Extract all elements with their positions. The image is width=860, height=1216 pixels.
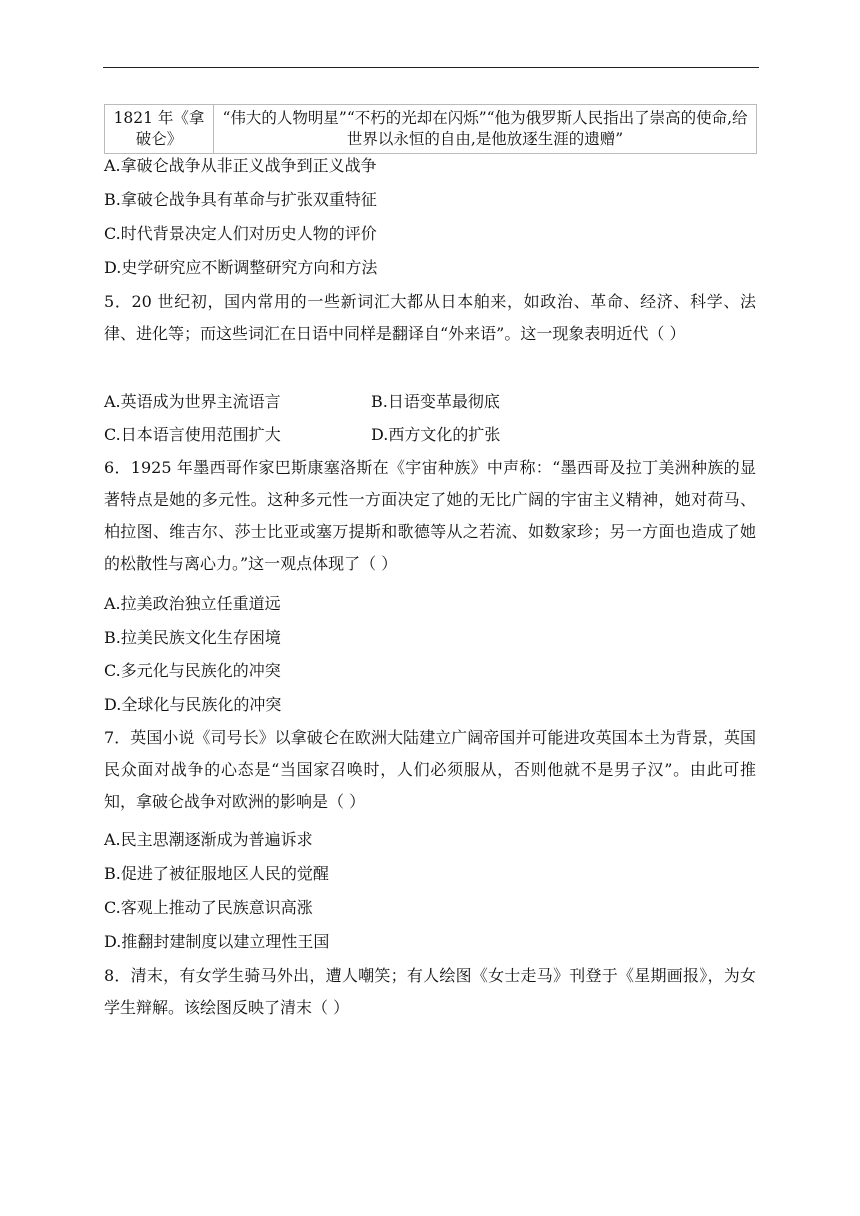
q6-option-a: A.拉美政治独立任重道远: [104, 594, 281, 613]
q7-option-d: D.推翻封建制度以建立理性王国: [104, 932, 330, 951]
q5-stem: [104, 286, 756, 350]
q6-option-b: B.拉美民族文化生存困境: [104, 628, 281, 647]
table-row: [105, 105, 757, 154]
quote-table: [104, 104, 757, 154]
q4-option-a: A.拿破仑战争从非正义战争到正义战争: [104, 156, 377, 175]
q7-stem-text: 7．英国小说《司号长》以拿破仑在欧洲大陆建立广阔帝国并可能进攻英国本土为背景，英国民众面对战争的心态是“当国家召唤时，人们必须服从，否则他就不是男子汉”。由此可推知，拿破仑战争对欧洲的影响是（ ）: [104, 728, 756, 811]
q5-option-c: C.日本语言使用范围扩大: [104, 425, 281, 444]
q5-option-d: D.西方文化的扩张: [371, 425, 501, 444]
q6-stem-text: 6．1925 年墨西哥作家巴斯康塞洛斯在《宇宙种族》中声称：“墨西哥及拉丁美洲种族的显著特点是她的多元性。这种多元性一方面决定了她的无比广阔的宇宙主义精神，她对荷马、柏拉图、维吉尔、莎士比亚或塞万提斯和歌德等从之若流、如数家珍；另一方面也造成了她的松散性与离心力。”这一观点体现了（ ）: [104, 458, 756, 573]
q4-option-b: B.拿破仑战争具有革命与扩张双重特征: [104, 190, 377, 209]
q7-option-a: A.民主思潮逐渐成为普遍诉求: [104, 830, 313, 849]
table-quote-cell: “伟大的人物明星”“不朽的光却在闪烁”“他为俄罗斯人民指出了崇高的使命,给世界以永恒的自由,是他放逐生涯的遗赠”: [214, 105, 757, 154]
q6-stem: [104, 452, 756, 580]
table-year-cell: 1821 年《拿破仑》: [105, 105, 214, 154]
q6-option-c: C.多元化与民族化的冲突: [104, 661, 281, 680]
header-rule: [103, 67, 759, 68]
q4-option-d: D.史学研究应不断调整研究方向和方法: [104, 258, 378, 277]
q4-option-c: C.时代背景决定人们对历史人物的评价: [104, 224, 377, 243]
q7-option-b: B.促进了被征服地区人民的觉醒: [104, 864, 329, 883]
q7-option-c: C.客观上推动了民族意识高涨: [104, 898, 313, 917]
q5-option-b: B.日语变革最彻底: [371, 392, 500, 411]
q5-stem-text: 5．20 世纪初，国内常用的一些新词汇大都从日本舶来，如政治、革命、经济、科学、法律、进化等；而这些词汇在日语中同样是翻译自“外来语”。这一现象表明近代（ ）: [104, 292, 756, 343]
q8-stem-text: 8．清末，有女学生骑马外出，遭人嘲笑；有人绘图《女士走马》刊登于《星期画报》，为女学生辩解。该绘图反映了清末（ ）: [104, 966, 756, 1017]
q8-stem: [104, 960, 756, 1024]
q7-stem: [104, 722, 756, 818]
q6-option-d: D.全球化与民族化的冲突: [104, 695, 282, 714]
q5-option-a: A.英语成为世界主流语言: [104, 392, 281, 411]
